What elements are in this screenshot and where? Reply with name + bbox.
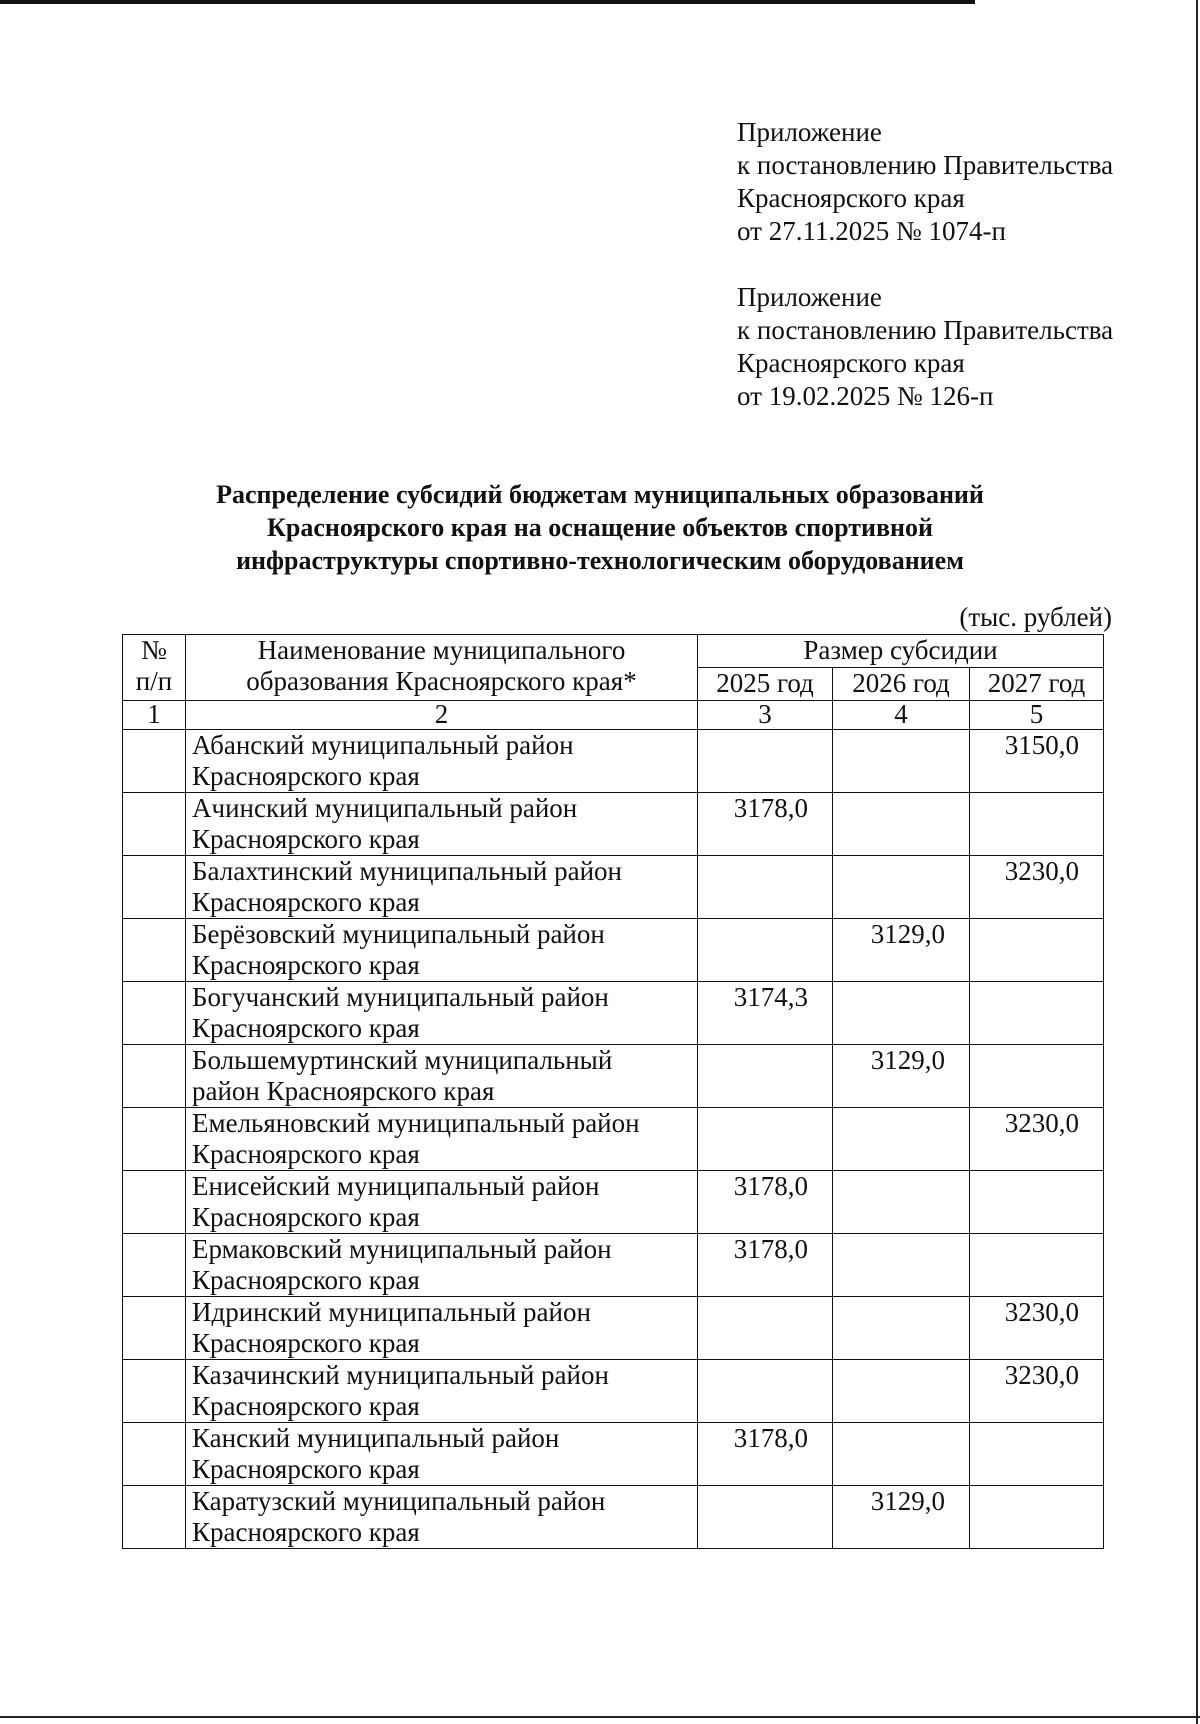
- title-line: Распределение субсидий бюджетам муниципальных образований: [216, 480, 984, 509]
- municipality-name: [186, 730, 698, 793]
- row-number: [123, 856, 186, 919]
- municipality-name: [186, 1360, 698, 1423]
- subsidy-2027: [970, 1486, 1104, 1549]
- approval-line: Приложение: [737, 117, 882, 147]
- subsidy-2026: 3129,0: [833, 1486, 970, 1549]
- subsidy-2025: [698, 1108, 833, 1171]
- municipality-name-line1: Балахтинский муниципальный район: [192, 856, 622, 886]
- table-row: [123, 856, 1104, 919]
- title-line: Красноярского края на оснащение объектов спортивной: [267, 513, 933, 542]
- subsidy-2026: 3129,0: [833, 919, 970, 982]
- column-number-1: 1: [123, 701, 186, 730]
- subsidy-2027: [970, 793, 1104, 856]
- table-row: [123, 730, 1104, 793]
- header-municipality-name: [186, 635, 698, 701]
- header-name-line1: Наименование муниципального: [257, 635, 626, 665]
- subsidy-2026: [833, 1108, 970, 1171]
- approval-stamp-current: [737, 116, 1113, 248]
- subsidy-2025: [698, 856, 833, 919]
- municipality-name-line2: Красноярского края: [192, 1454, 420, 1484]
- row-number: [123, 982, 186, 1045]
- subsidy-2025: 3178,0: [698, 793, 833, 856]
- municipality-name: [186, 1108, 698, 1171]
- header-year-2026: 2026 год: [833, 668, 970, 701]
- row-number: [123, 1297, 186, 1360]
- row-number: [123, 1234, 186, 1297]
- municipality-name: [186, 1171, 698, 1234]
- municipality-name-line2: Красноярского края: [192, 1013, 420, 1043]
- row-number: [123, 1360, 186, 1423]
- subsidy-2027: 3230,0: [970, 1297, 1104, 1360]
- approval-stamp-previous: [737, 281, 1113, 413]
- subsidy-2027: 3150,0: [970, 730, 1104, 793]
- column-number-3: 3: [698, 701, 833, 730]
- municipality-name: [186, 1423, 698, 1486]
- subsidy-2027: [970, 1171, 1104, 1234]
- column-number-4: 4: [833, 701, 970, 730]
- approval-line: Приложение: [737, 282, 882, 312]
- row-number: [123, 1045, 186, 1108]
- municipality-name-line1: Большемуртинский муниципальный: [192, 1045, 613, 1075]
- header-year-2025: 2025 год: [698, 668, 833, 701]
- subsidy-2025: [698, 1486, 833, 1549]
- subsidy-2026: [833, 982, 970, 1045]
- row-number: [123, 1108, 186, 1171]
- subsidy-2027: [970, 1234, 1104, 1297]
- municipality-name-line2: Красноярского края: [192, 761, 420, 791]
- municipality-name-line1: Идринский муниципальный район: [192, 1297, 591, 1327]
- column-number-2: 2: [186, 701, 698, 730]
- municipality-name-line2: Красноярского края: [192, 1265, 420, 1295]
- municipality-name: [186, 793, 698, 856]
- subsidy-2025: 3178,0: [698, 1234, 833, 1297]
- page-right-border: [1196, 0, 1198, 1724]
- municipality-name-line2: Красноярского края: [192, 1517, 420, 1547]
- municipality-name-line2: Красноярского края: [192, 1139, 420, 1169]
- subsidy-2026: [833, 1234, 970, 1297]
- approval-date-number: от 19.02.2025 № 126-п: [737, 381, 994, 411]
- municipality-name-line1: Берёзовский муниципальный район: [192, 919, 605, 949]
- subsidy-2025: 3174,3: [698, 982, 833, 1045]
- municipality-name-line1: Емельяновский муниципальный район: [192, 1108, 640, 1138]
- subsidy-2026: [833, 1297, 970, 1360]
- subsidy-2027: [970, 1045, 1104, 1108]
- subsidy-2025: [698, 919, 833, 982]
- subsidy-2027: [970, 982, 1104, 1045]
- unit-label: (тыс. рублей): [959, 602, 1112, 632]
- table-row: [123, 982, 1104, 1045]
- page-bottom-border: [0, 1716, 1200, 1718]
- header-number-line2: п/п: [135, 666, 173, 696]
- municipality-name: [186, 856, 698, 919]
- municipality-name: [186, 919, 698, 982]
- municipality-name-line2: Красноярского края: [192, 824, 420, 854]
- municipality-name-line2: Красноярского края: [192, 950, 420, 980]
- subsidy-2027: [970, 919, 1104, 982]
- subsidy-2025: [698, 1045, 833, 1108]
- table-row: [123, 1360, 1104, 1423]
- table-row: [123, 1171, 1104, 1234]
- row-number: [123, 730, 186, 793]
- approval-line: Красноярского края: [737, 183, 965, 213]
- municipality-name-line1: Ачинский муниципальный район: [192, 793, 578, 823]
- municipality-name-line1: Абанский муниципальный район: [192, 730, 574, 760]
- subsidy-table: [122, 634, 1104, 1549]
- approval-date-number: от 27.11.2025 № 1074-п: [737, 216, 1006, 246]
- municipality-name: [186, 1045, 698, 1108]
- municipality-name-line2: район Красноярского края: [192, 1076, 495, 1106]
- header-number: [123, 635, 186, 701]
- table-row: [123, 1486, 1104, 1549]
- municipality-name-line2: Красноярского края: [192, 1202, 420, 1232]
- subsidy-2026: [833, 1423, 970, 1486]
- subsidy-2026: [833, 793, 970, 856]
- municipality-name-line2: Красноярского края: [192, 1391, 420, 1421]
- subsidy-2027: [970, 1423, 1104, 1486]
- subsidy-2026: [833, 856, 970, 919]
- row-number: [123, 1486, 186, 1549]
- row-number: [123, 793, 186, 856]
- title-line: инфраструктуры спортивно-технологическим оборудованием: [236, 546, 964, 575]
- municipality-name-line1: Каратузский муниципальный район: [192, 1486, 606, 1516]
- page-top-border: [0, 0, 975, 4]
- municipality-name-line1: Енисейский муниципальный район: [192, 1171, 600, 1201]
- municipality-name-line1: Казачинский муниципальный район: [192, 1360, 609, 1390]
- subsidy-2025: 3178,0: [698, 1423, 833, 1486]
- header-year-2027: 2027 год: [970, 668, 1104, 701]
- header-subsidy-amount: Размер субсидии: [698, 635, 1104, 668]
- municipality-name: [186, 1486, 698, 1549]
- subsidy-2026: [833, 1360, 970, 1423]
- table-row: [123, 1297, 1104, 1360]
- municipality-name-line2: Красноярского края: [192, 887, 420, 917]
- subsidy-2026: 3129,0: [833, 1045, 970, 1108]
- row-number: [123, 1171, 186, 1234]
- document-title: [100, 478, 1100, 577]
- table-row: [123, 1234, 1104, 1297]
- municipality-name-line2: Красноярского края: [192, 1328, 420, 1358]
- table-row: [123, 1423, 1104, 1486]
- municipality-name: [186, 1297, 698, 1360]
- row-number: [123, 919, 186, 982]
- table-row: [123, 793, 1104, 856]
- municipality-name-line1: Канский муниципальный район: [192, 1423, 560, 1453]
- table-row: [123, 1108, 1104, 1171]
- table-row: [123, 919, 1104, 982]
- approval-line: Красноярского края: [737, 348, 965, 378]
- municipality-name-line1: Богучанский муниципальный район: [192, 982, 609, 1012]
- subsidy-2025: [698, 730, 833, 793]
- approval-line: к постановлению Правительства: [737, 150, 1114, 180]
- subsidy-2026: [833, 730, 970, 793]
- subsidy-2025: [698, 1360, 833, 1423]
- subsidy-2027: 3230,0: [970, 1108, 1104, 1171]
- municipality-name: [186, 982, 698, 1045]
- table-row: [123, 1045, 1104, 1108]
- municipality-name: [186, 1234, 698, 1297]
- row-number: [123, 1423, 186, 1486]
- subsidy-2027: 3230,0: [970, 856, 1104, 919]
- subsidy-2027: 3230,0: [970, 1360, 1104, 1423]
- column-number-5: 5: [970, 701, 1104, 730]
- header-number-line1: №: [141, 635, 167, 665]
- approval-line: к постановлению Правительства: [737, 315, 1114, 345]
- header-name-line2: образования Красноярского края*: [246, 666, 637, 696]
- subsidy-2026: [833, 1171, 970, 1234]
- subsidy-2025: 3178,0: [698, 1171, 833, 1234]
- subsidy-2025: [698, 1297, 833, 1360]
- municipality-name-line1: Ермаковский муниципальный район: [192, 1234, 612, 1264]
